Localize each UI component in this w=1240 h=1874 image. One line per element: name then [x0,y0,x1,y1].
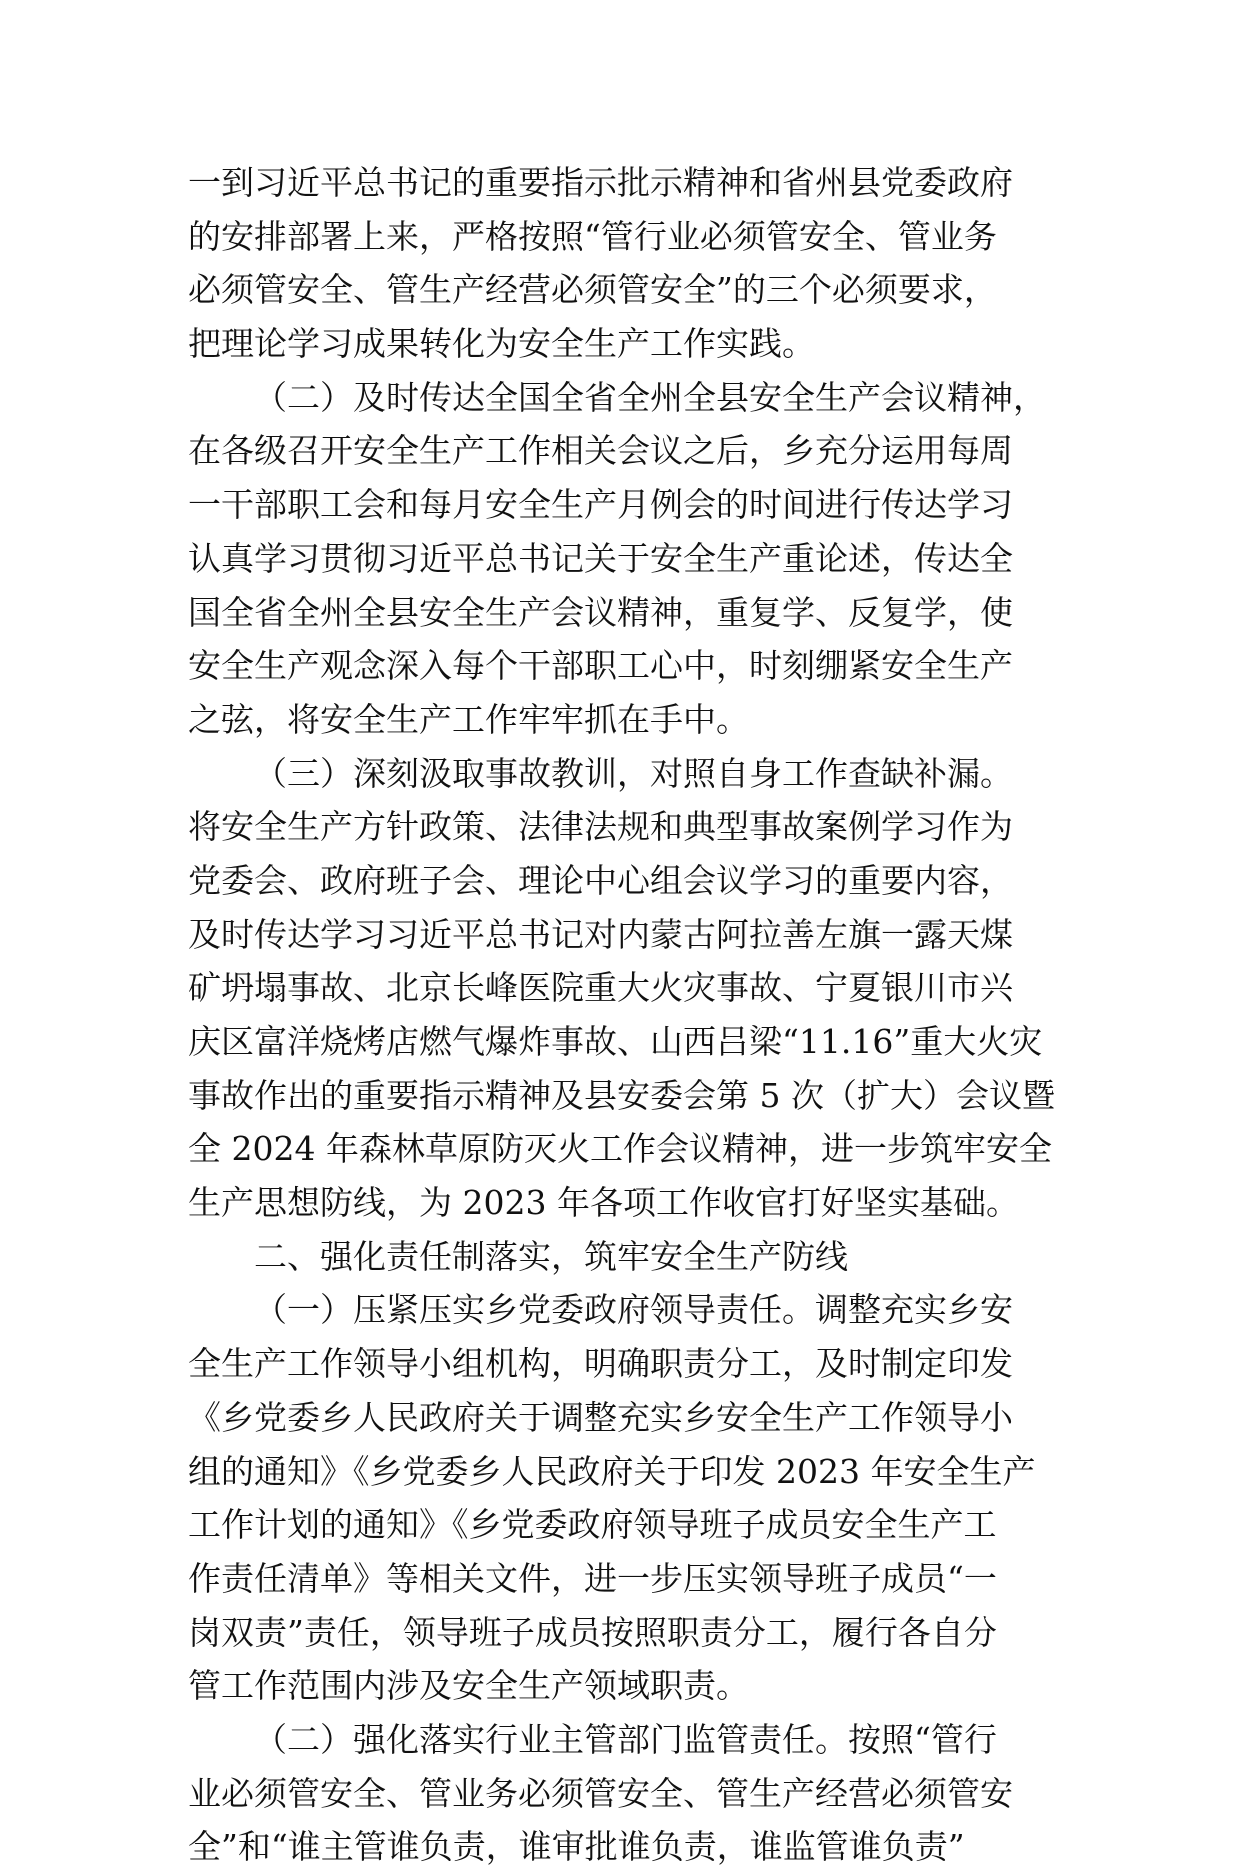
text-line: 业必须管安全、管业务必须管安全、管生产经营必须管安 [188,1773,1013,1813]
text-line: 《乡党委乡人民政府关于调整充实乡安全生产工作领导小 [188,1397,1013,1437]
text-line: 全”和“谁主管谁负责，谁审批谁负责，谁监管谁负责” [188,1827,965,1867]
text-line: 作责任清单》等相关文件，进一步压实领导班子成员“一 [188,1558,997,1598]
text-line: 将安全生产方针政策、法律法规和典型事故案例学习作为 [188,807,1013,847]
text-line: 全生产工作领导小组机构，明确职责分工，及时制定印发 [188,1344,1013,1384]
text-line: 之弦，将安全生产工作牢牢抓在手中。 [188,699,749,739]
section-heading: 二、强化责任制落实，筑牢安全生产防线 [254,1236,848,1276]
document-body [188,156,1088,1874]
text-line: 国全省全州全县安全生产会议精神，重复学、反复学，使 [188,592,1013,632]
text-line: 一干部职工会和每月安全生产月例会的时间进行传达学习 [188,485,1013,525]
text-line: 必须管安全、管生产经营必须管安全”的三个必须要求， [188,270,997,310]
text-line: （三）深刻汲取事故教训，对照自身工作查缺补漏。 [254,753,1013,793]
text-line: 生产思想防线，为 2023 年各项工作收官打好坚实基础。 [188,1183,1019,1223]
text-line: 事故作出的重要指示精神及县安委会第 5 次（扩大）会议暨 [188,1075,1055,1115]
text-line: 把理论学习成果转化为安全生产工作实践。 [188,324,815,364]
text-line: （二）及时传达全国全省全州全县安全生产会议精神， [254,377,1046,417]
text-line: （一）压紧压实乡党委政府领导责任。调整充实乡安 [254,1290,1013,1330]
text-line: 组的通知》《乡党委乡人民政府关于印发 2023 年安全生产 [188,1451,1036,1491]
text-line: 安全生产观念深入每个干部职工心中，时刻绷紧安全生产 [188,646,1013,686]
text-line: 管工作范围内涉及安全生产领域职责。 [188,1666,749,1706]
text-line: 工作计划的通知》《乡党委政府领导班子成员安全生产工 [188,1505,997,1545]
text-line: 党委会、政府班子会、理论中心组会议学习的重要内容， [188,860,1013,900]
text-line: 在各级召开安全生产工作相关会议之后，乡充分运用每周 [188,431,1013,471]
text-line: （二）强化落实行业主管部门监管责任。按照“管行 [254,1719,997,1759]
text-line: 岗双责”责任，领导班子成员按照职责分工，履行各自分 [188,1612,997,1652]
text-line: 庆区富洋烧烤店燃气爆炸事故、山西吕梁“11.16”重大火灾 [188,1022,1043,1061]
text-line: 认真学习贯彻习近平总书记关于安全生产重论述，传达全 [188,538,1013,578]
text-line: 及时传达学习习近平总书记对内蒙古阿拉善左旗一露天煤 [188,914,1013,954]
text-line: 一到习近平总书记的重要指示批示精神和省州县党委政府 [188,163,1013,202]
text-line: 矿坍塌事故、北京长峰医院重大火灾事故、宁夏银川市兴 [188,968,1013,1008]
text-line: 全 2024 年森林草原防灭火工作会议精神，进一步筑牢安全 [188,1129,1052,1169]
text-line: 的安排部署上来，严格按照“管行业必须管安全、管业务 [188,216,997,256]
